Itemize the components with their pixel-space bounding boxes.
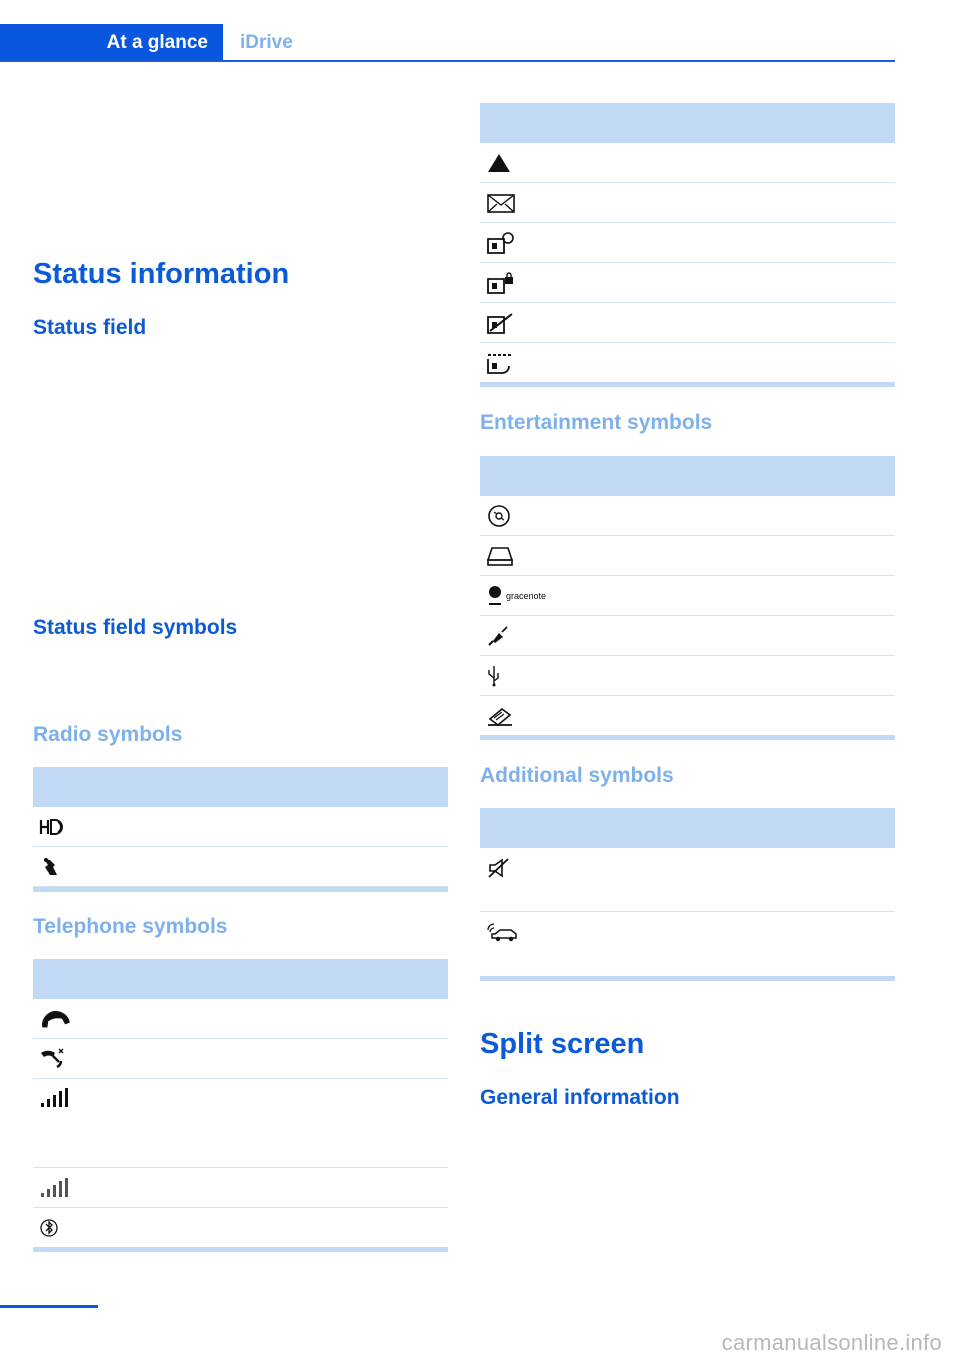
media-card-icon (486, 704, 514, 728)
table-header (33, 767, 448, 807)
page-bottom-marker (0, 1305, 98, 1308)
heading-entertainment-symbols: Entertainment symbols (480, 411, 713, 434)
hd-radio-icon (39, 816, 65, 838)
table-header (33, 959, 448, 999)
triangle-warning-icon (486, 152, 512, 174)
usb-icon (486, 664, 502, 688)
header-chapter-tab[interactable] (240, 24, 293, 62)
table-row (480, 143, 895, 183)
table-row (33, 1168, 448, 1208)
speech-off-icon (486, 856, 512, 880)
heading-status-information: Status information (33, 258, 290, 290)
missed-call-icon (39, 1047, 67, 1071)
table-row (480, 696, 895, 735)
table-row (480, 656, 895, 696)
car-wave-icon (486, 922, 520, 944)
vehicle-dashed-icon (486, 351, 516, 375)
header-chapter-label: iDrive (240, 32, 293, 53)
signal-search-icon (39, 1178, 69, 1198)
table-row (480, 912, 895, 976)
table-row (480, 183, 895, 223)
header-section-tab[interactable] (0, 24, 223, 62)
table-row (480, 223, 895, 263)
additional-symbols-table (480, 808, 895, 981)
gracenote-text: gracenote (506, 590, 547, 601)
table-row (33, 1039, 448, 1079)
table-row (33, 807, 448, 847)
header-rule (0, 60, 895, 62)
table-header (480, 456, 895, 496)
vehicle-no-data-icon (486, 311, 516, 335)
heading-general-information: General information (480, 1086, 680, 1109)
table-row (480, 263, 895, 303)
table-footer (480, 382, 895, 387)
aux-cable-icon (486, 624, 512, 648)
table-footer (33, 887, 448, 892)
table-footer (480, 976, 895, 981)
table-row (33, 999, 448, 1039)
table-row (480, 536, 895, 576)
radio-symbols-table (33, 767, 448, 892)
hard-drive-icon (486, 545, 514, 567)
heading-radio-symbols: Radio symbols (33, 723, 183, 746)
table-header (480, 103, 895, 143)
table-footer (33, 1247, 448, 1252)
heading-additional-symbols: Additional symbols (480, 764, 674, 787)
heading-split-screen: Split screen (480, 1028, 645, 1060)
phone-handset-icon (39, 1009, 71, 1029)
heading-telephone-symbols: Telephone symbols (33, 915, 228, 938)
table-row (480, 848, 895, 912)
gracenote-icon (486, 584, 546, 608)
heading-status-field: Status field (33, 316, 147, 339)
vehicle-sync-icon (486, 231, 516, 255)
entertainment-symbols-table (480, 456, 895, 740)
table-row (480, 496, 895, 536)
vehicle-lock-icon (486, 271, 516, 295)
table-row (480, 303, 895, 343)
traffic-program-icon (39, 856, 61, 878)
header-section-label: At a glance (106, 32, 208, 53)
heading-status-field-symbols: Status field symbols (33, 616, 238, 639)
table-row (480, 343, 895, 382)
table-row (33, 1079, 448, 1168)
envelope-message-icon (486, 192, 516, 214)
table-row (33, 847, 448, 887)
table-row (480, 616, 895, 656)
table-row (480, 576, 895, 616)
table-row (33, 1208, 448, 1247)
cd-disc-icon (486, 504, 512, 528)
table-header (480, 808, 895, 848)
signal-strength-icon (39, 1088, 69, 1108)
status-symbols-table (480, 103, 895, 387)
bluetooth-roaming-icon (39, 1217, 59, 1239)
telephone-symbols-table (33, 959, 448, 1252)
watermark: carmanualsonline.info (721, 1330, 942, 1355)
table-footer (480, 735, 895, 740)
